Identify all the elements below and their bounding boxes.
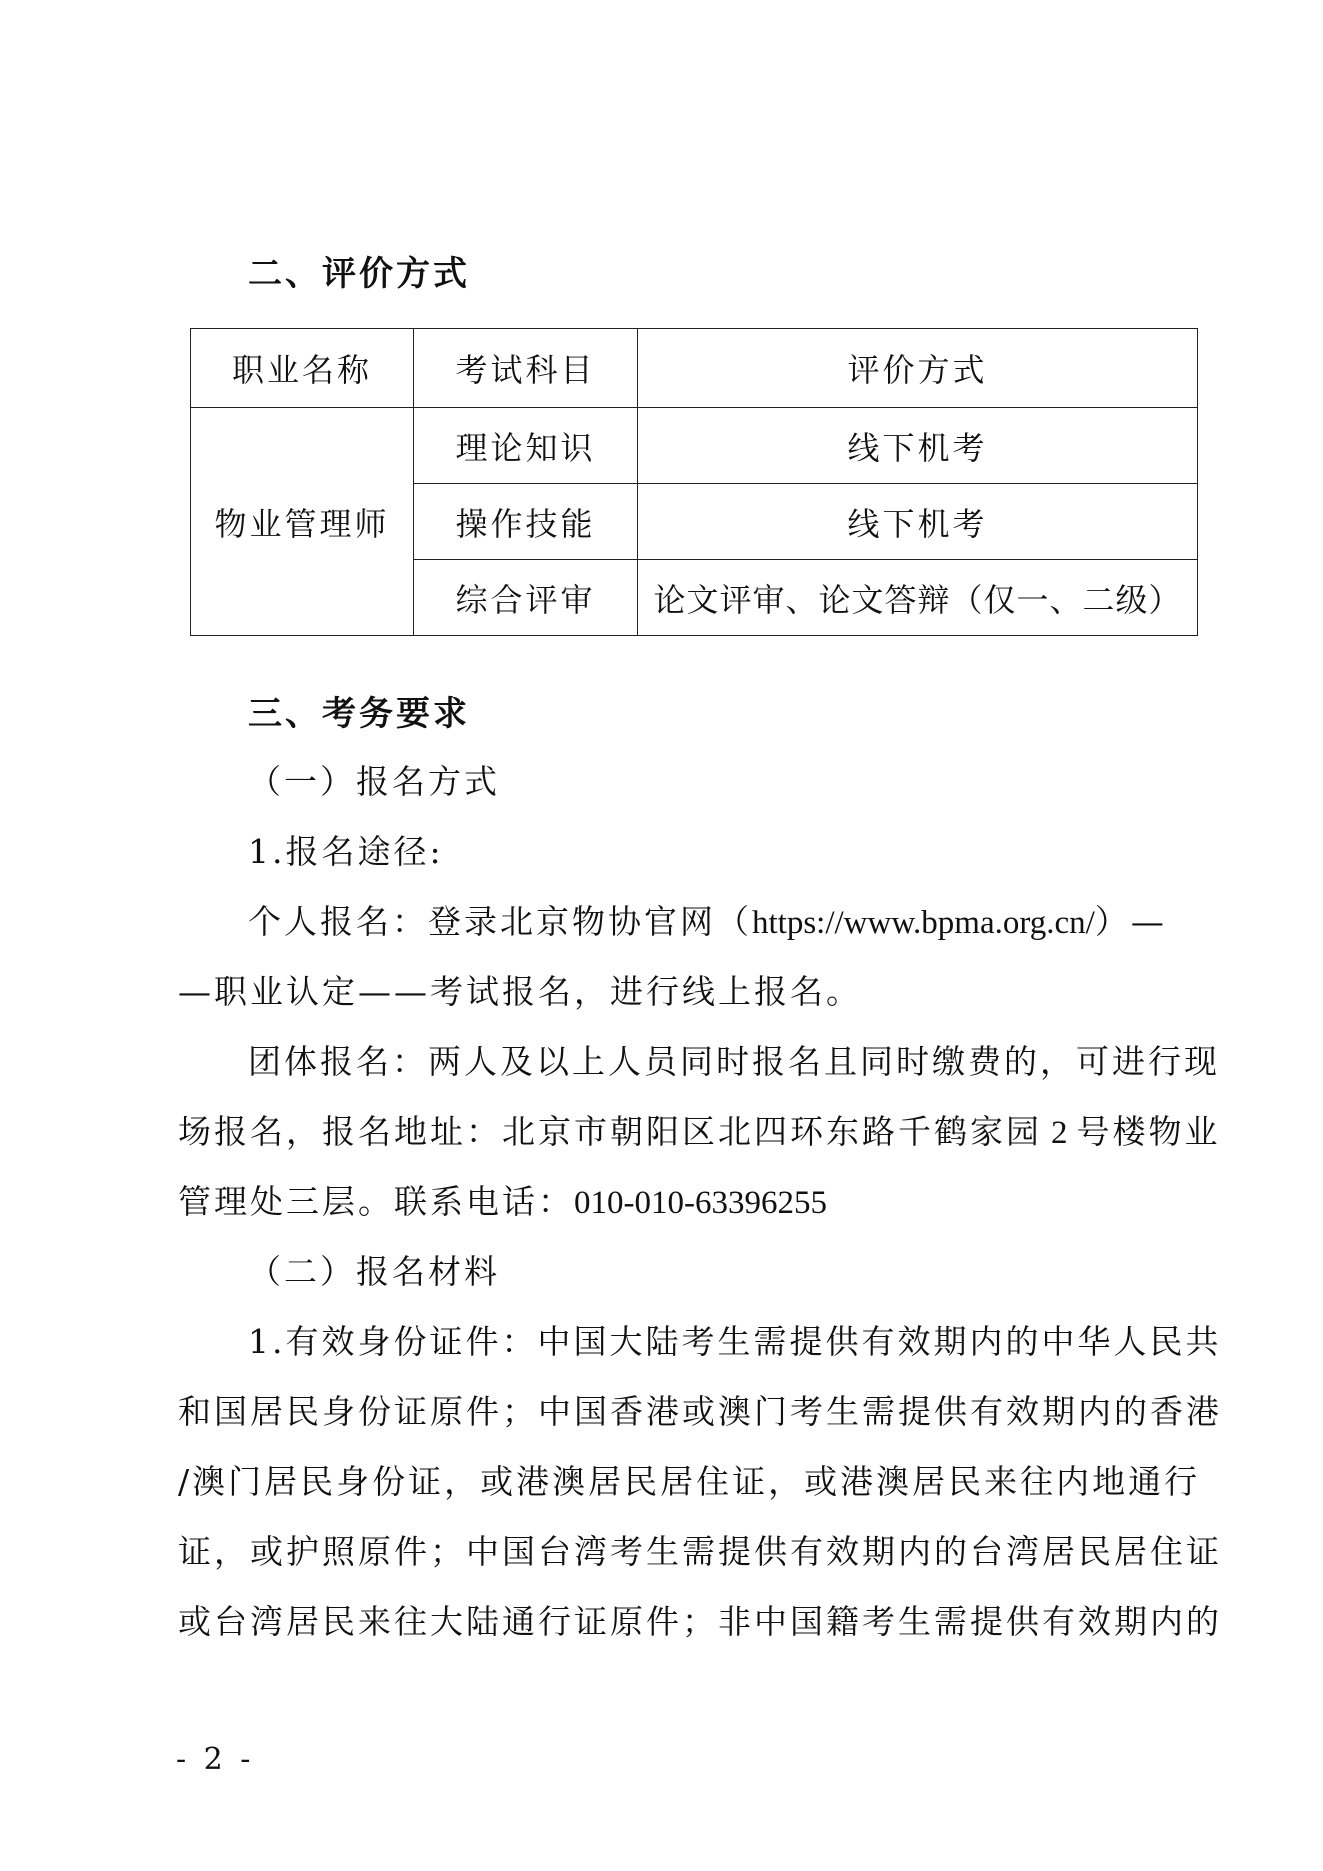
subheading-registration-materials: （二）报名材料 <box>248 1252 500 1291</box>
group-registration-line-3 <box>178 1176 827 1223</box>
id-requirement-line-5: 或台湾居民来往大陆通行证原件；非中国籍考生需提供有效期内的 <box>178 1602 1222 1641</box>
header-subject: 考试科目 <box>414 329 638 408</box>
header-occupation: 职业名称 <box>191 329 414 408</box>
method-cell: 线下机考 <box>638 484 1198 560</box>
contact-label: 管理处三层。联系电话： <box>178 1182 574 1221</box>
evaluation-table <box>190 328 1198 636</box>
registration-address-text-end: 号楼物业 <box>1076 1112 1221 1151</box>
contact-phone: 010-010-63396255 <box>574 1185 827 1221</box>
page-number: - 2 - <box>176 1742 255 1777</box>
section-heading-evaluation: 二、评价方式 <box>248 254 470 294</box>
subject-cell: 综合评审 <box>414 560 638 636</box>
section-heading-exam-requirements: 三、考务要求 <box>248 694 470 734</box>
subject-cell: 理论知识 <box>414 408 638 484</box>
personal-registration-dash: ）— <box>1094 902 1167 941</box>
table-header-row <box>191 329 1198 408</box>
personal-registration-text: 个人报名：登录北京物协官网（ <box>248 902 752 941</box>
id-requirement-line-3: /澳门居民身份证，或港澳居民居住证，或港澳居民来往内地通行 <box>178 1462 1201 1501</box>
group-registration-line-1: 团体报名：两人及以上人员同时报名且同时缴费的，可进行现 <box>248 1042 1220 1081</box>
id-requirement-line-2: 和国居民身份证原件；中国香港或澳门考生需提供有效期内的香港 <box>178 1392 1222 1431</box>
subheading-registration-method: （一）报名方式 <box>248 762 500 801</box>
id-requirement-line-1: 1.有效身份证件：中国大陆考生需提供有效期内的中华人民共 <box>248 1322 1222 1361</box>
method-cell: 论文评审、论文答辩（仅一、二级） <box>638 560 1198 636</box>
group-registration-line-2 <box>178 1106 1221 1153</box>
occupation-cell: 物业管理师 <box>191 408 414 636</box>
registration-channel-title: 1.报名途径: <box>248 832 444 871</box>
registration-address-text: 场报名，报名地址：北京市朝阳区北四环东路千鹤家园 <box>178 1112 1042 1151</box>
method-cell: 线下机考 <box>638 408 1198 484</box>
table-row <box>191 408 1198 484</box>
subject-cell: 操作技能 <box>414 484 638 560</box>
header-method: 评价方式 <box>638 329 1198 408</box>
personal-registration-line-2: —职业认定——考试报名，进行线上报名。 <box>178 972 862 1011</box>
official-website-link[interactable]: https://www.bpma.org.cn/ <box>752 905 1095 941</box>
id-requirement-line-4: 证，或护照原件；中国台湾考生需提供有效期内的台湾居民居住证 <box>178 1532 1222 1571</box>
building-number: 2 <box>1051 1115 1068 1151</box>
personal-registration-line-1 <box>248 896 1167 943</box>
